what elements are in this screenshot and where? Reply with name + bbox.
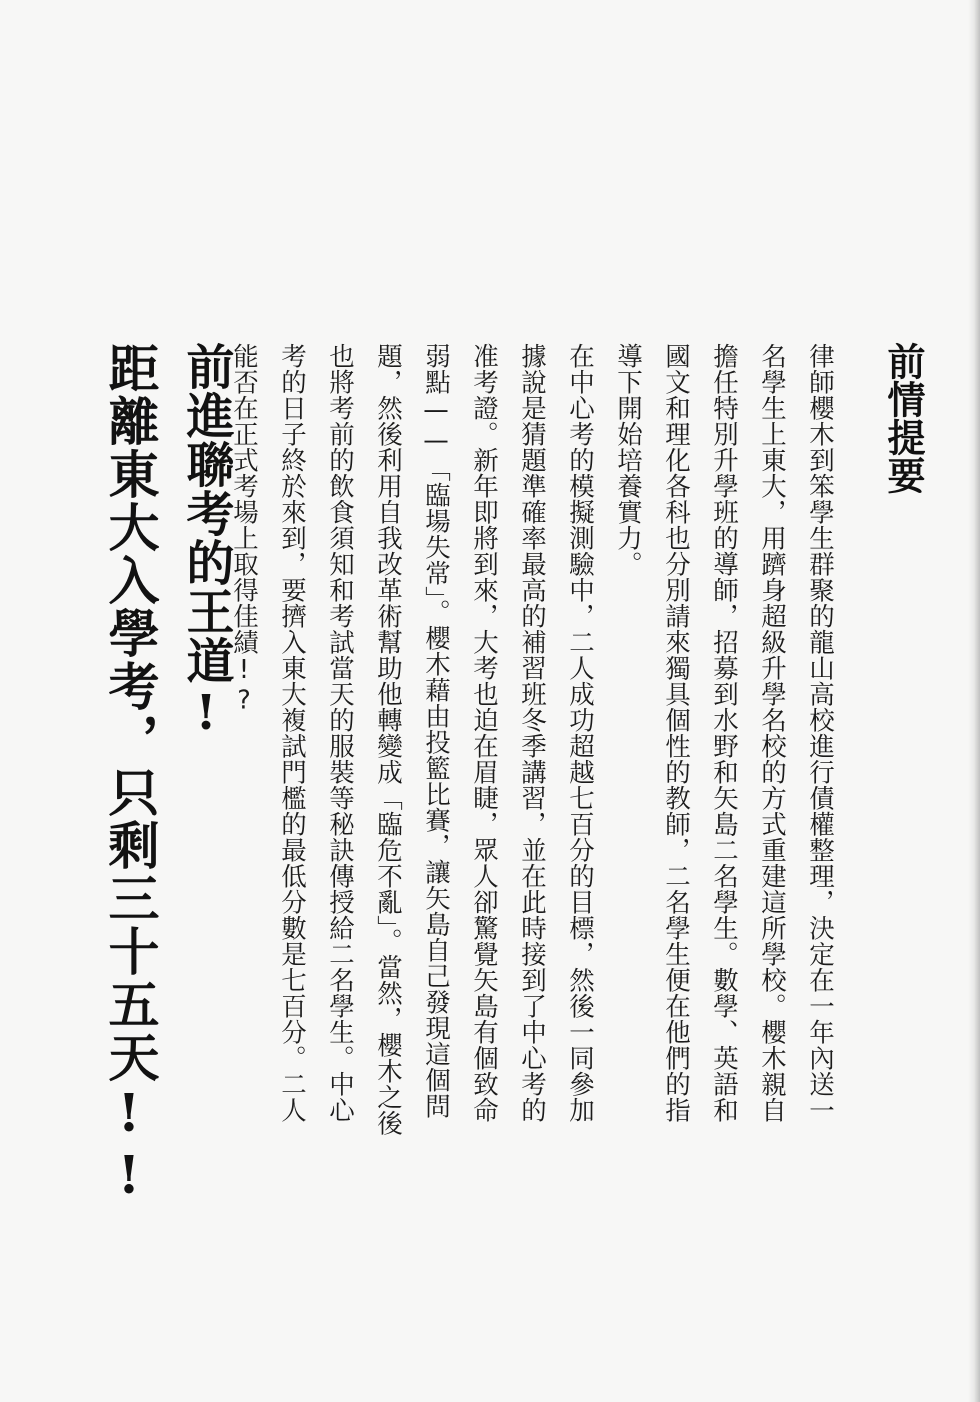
tagline-line-1: 前進聯考的王道! [178, 342, 234, 742]
story-summary [220, 343, 844, 1138]
page-edge-shadow [968, 0, 980, 1402]
summary-paragraph-1: 律師櫻木到笨學生群聚的龍山高校進行債權整理，決定在一年內送一名學生上東大，用躋身超級升學名校的方式重建這所學校。櫻木親自擔任特別升學班的導師，招募到水野和矢島二名學生。數學、英語和國文和理化各科也分別請來獨具個性的教師，二名學生便在他們的指導下開始培養實力。 [613, 343, 835, 1123]
summary-paragraph-2: 在中心考的模擬測驗中，二人成功超越七百分的目標，然後一同參加據說是猜題準確率最高的補習班冬季講習，並在此時接到了中心考的准考證。新年即將到來，大考也迫在眉睫，眾人卻驚覺矢島有個致命弱點——「臨場失常」。櫻木藉由投籃比賽，讓矢島自己發現這個問題，然後利用自我改革術幫助他轉變成「臨危不亂」。當然，櫻木之後也將考前的飲食須知和考試當天的服裝等秘訣傳授給二名學生。中心考的日子終於來到，要擠入東大複試門檻的最低分數是七百分。二人能否在正式考場上取得佳績!? [229, 343, 595, 1137]
section-heading: 前情提要 [881, 342, 925, 494]
tagline-line-2: 距離東大入學考，只剩三十五天!! [99, 342, 159, 1208]
